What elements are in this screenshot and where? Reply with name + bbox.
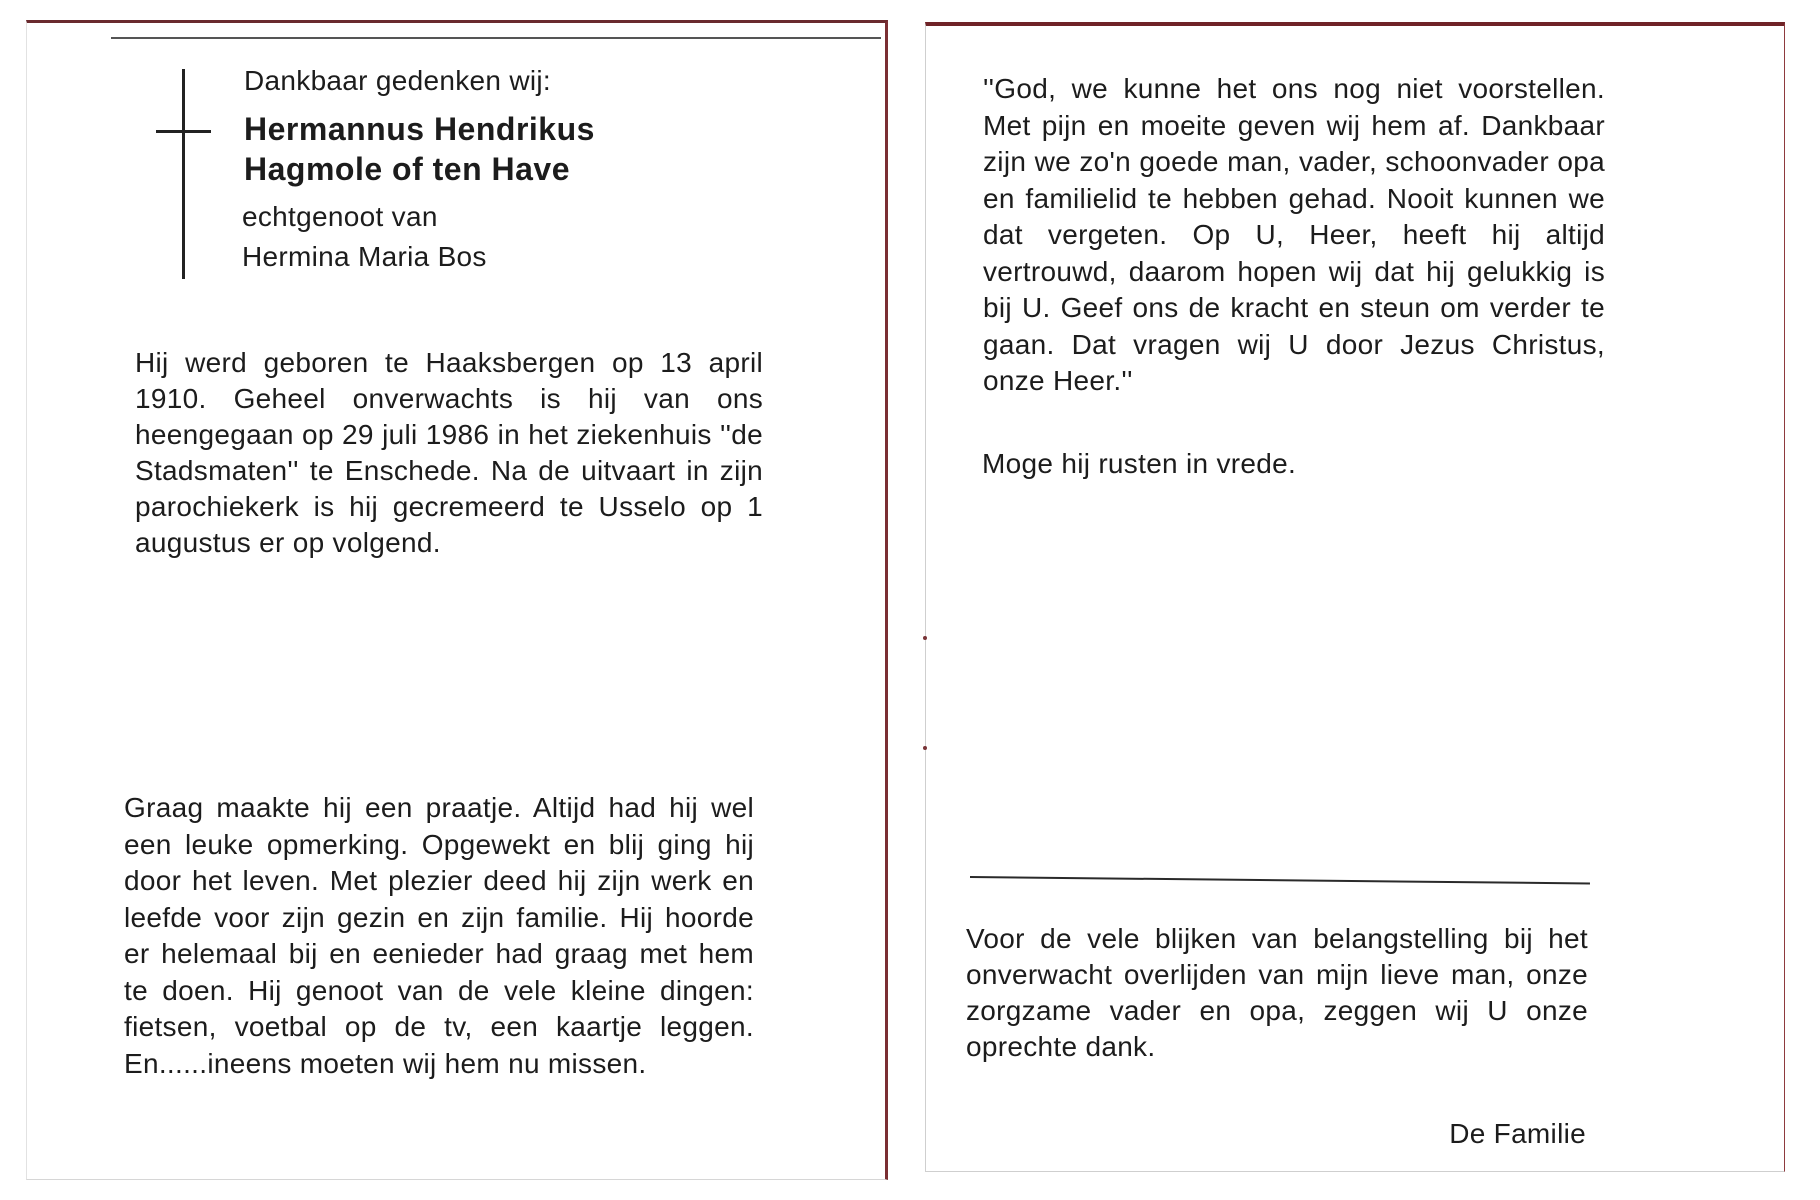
rest-in-peace-text: Moge hij rusten in vrede. [982, 448, 1297, 479]
name-line-1: Hermannus Hendrikus [244, 111, 595, 147]
name-line-2: Hagmole of ten Have [244, 151, 571, 187]
edge-speck [923, 746, 927, 750]
personality-paragraph: Graag maakte hij een praatje. Altijd had hij wel een leuke opmerking. Opgewekt en blij ging hij door het leven. Met plezier deed hij zijn werk en leefde voor zijn gezin en zijn familie. Hij hoorde er helemaal bij en eenieder had graag met hem te doen. Hij genoot van de vele kleine dingen: fietsen, voetbal op de tv, een kaartje leggen. En......ineens moeten wij hem nu missen. [124, 792, 754, 1079]
cross-icon [182, 69, 185, 279]
signature: De Familie [1449, 1118, 1586, 1149]
biography-paragraph: Hij werd geboren te Haaksbergen op 13 april 1910. Geheel onverwachts is hij van ons heengegaan op 29 juli 1986 in het ziekenhuis ''de Stadsmaten'' te Enschede. Na de uitvaart in zijn parochiekerk is hij gecremeerd te Usselo op 1 augustus er op volgend. [135, 347, 763, 558]
deceased-name [244, 109, 844, 189]
spouse-name: Hermina Maria Bos [242, 241, 487, 272]
memorial-card-left [26, 20, 888, 1180]
cross-icon-bar [156, 130, 211, 133]
prayer-quote: ''God, we kunne het ons nog niet voorstellen. Met pijn en moeite geven wij hem af. Dankbaar zijn we zo'n goede man, vader, schoonvader opa en familielid te hebben gehad. Nooit kunnen we dat vergeten. Op U, Heer, heeft hij altijd vertrouwd, daarom hopen wij dat hij gelukkig is bij U. Geef ons de kracht en steun om verder te gaan. Dat vragen wij U door Jezus Christus, onze Heer.'' [983, 73, 1605, 396]
memorial-card-right [925, 22, 1785, 1172]
intro-text: Dankbaar gedenken wij: [244, 65, 552, 96]
divider-line [970, 876, 1590, 884]
edge-speck [923, 636, 927, 640]
spouse-info [242, 197, 842, 277]
top-rule [111, 37, 881, 39]
thanks-paragraph: Voor de vele blijken van belangstelling bij het onverwacht overlijden van mijn lieve man, onze zorgzame vader en opa, zeggen wij U onze oprechte dank. [966, 923, 1588, 1062]
spouse-label: echtgenoot van [242, 201, 438, 232]
